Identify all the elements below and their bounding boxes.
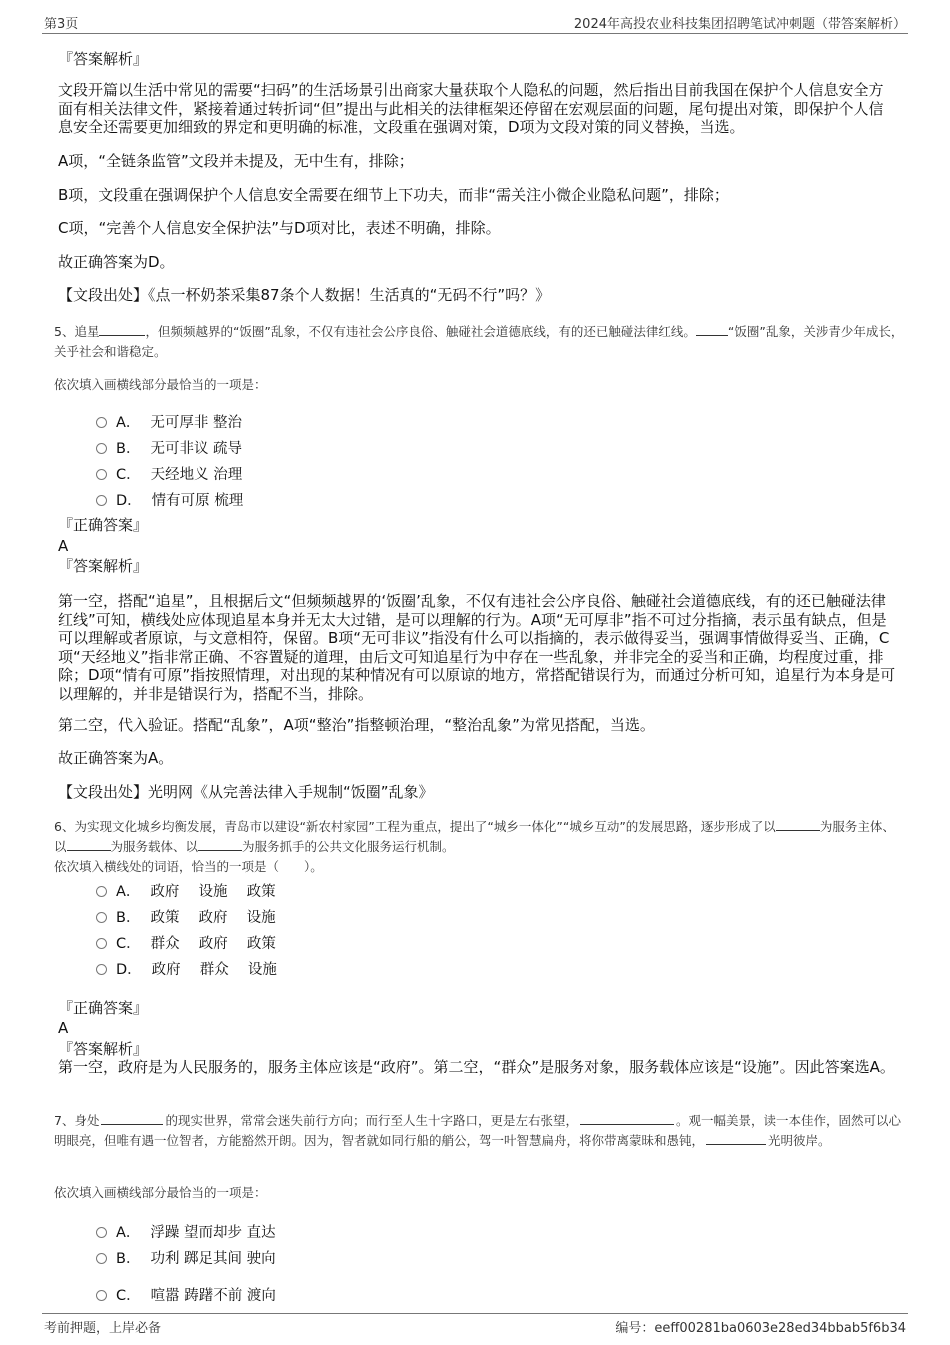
q6-stem	[54, 817, 904, 857]
q4-analysis-p2: A项，“全链条监管”文段并未提及，无中生有，排除；	[58, 152, 414, 170]
radio-icon[interactable]	[96, 417, 107, 428]
q5-analysis-label: 『答案解析』	[58, 557, 149, 575]
q5-option-d[interactable]: D． 情有可原 梳理	[96, 489, 243, 510]
q5-analysis-p1: 第一空，搭配“追星”，且根据后文“但频频越界的‘饭圈’乱象，不仅有违社会公序良俗、触碰社会道德底线，有的还已触碰法律红线”可知，横线处应体现追星本身并无太大过错，是可以理解的行为。A项“无可厚非”指不可过分指摘，表示虽有缺点，但是可以理解或者原谅，与文意相符，保留。B项“无可非议”指没有什么可以指摘的，表示做得妥当，强调事情做得妥当、正确，C项“天经地义”指非常正确、不容置疑的道理，由后文可知追星行为中存在一些乱象，并非完全的妥当和正确，均程度过重，排除；D项“情有可原”指按照情理，对出现的某种情况有可以原谅的地方，常搭配错误行为，而通过分析可知，追星行为本身是可以理解的，并非是错误行为，搭配不当，排除。	[58, 592, 896, 703]
q4-answer-line: 故正确答案为D。	[58, 253, 175, 271]
radio-icon[interactable]	[96, 938, 107, 949]
footer-serial: 编号：eeff00281ba0603e28ed34bbab5f6b34	[615, 1321, 906, 1336]
radio-icon[interactable]	[96, 912, 107, 923]
q4-source: 【文段出处】《点一杯奶茶采集87条个人数据！生活真的“无码不行”吗？》	[58, 286, 551, 304]
footer-slogan: 考前押题，上岸必备	[44, 1321, 162, 1336]
q7-blank-2	[580, 1112, 674, 1125]
q5-correct-answer: A	[58, 537, 69, 555]
page-number: 第3页	[44, 17, 79, 32]
q5-prompt: 依次填入画横线部分最恰当的一项是：	[54, 377, 267, 392]
q6-blank-2	[67, 838, 111, 851]
q5-blank-1	[99, 323, 145, 336]
radio-icon[interactable]	[96, 886, 107, 897]
q6-blank-3	[198, 838, 242, 851]
q6-option-d[interactable]: D． 政府 群众 设施	[96, 958, 277, 979]
q7-stem-b: 的现实世界，常常会迷失前行方向；而行至人生十字路口，更是左右张望，	[165, 1113, 578, 1128]
q5-source: 【文段出处】光明网《从完善法律入手规制“饭圈”乱象》	[58, 783, 434, 801]
q5-stem-c: “饭圈”乱象，关涉青少年成长，关乎社会和谐稳定。	[54, 324, 904, 359]
radio-icon[interactable]	[96, 495, 107, 506]
q6-analysis-label: 『答案解析』	[58, 1040, 149, 1058]
q7-option-c[interactable]: C． 喧嚣 踌躇不前 渡向	[96, 1284, 276, 1305]
q4-analysis-p3: B项，文段重在强调保护个人信息安全需要在细节上下功夫，而非“需关注小微企业隐私问题”，排除；	[58, 186, 729, 204]
q5-stem-a: 5、追星	[54, 324, 100, 339]
q7-stem-a: 7、身处	[54, 1113, 100, 1128]
q7-prompt: 依次填入画横线部分最恰当的一项是：	[54, 1185, 267, 1200]
q5-option-c[interactable]: C． 天经地义 治理	[96, 463, 242, 484]
q6-stem-c: 为服务载体、以	[110, 839, 199, 854]
q6-stem-b: 为服务主体、以	[54, 819, 895, 854]
q5-correct-label: 『正确答案』	[58, 516, 149, 534]
document-title: 2024年高投农业科技集团招聘笔试冲刺题（带答案解析）	[573, 17, 906, 32]
radio-icon[interactable]	[96, 469, 107, 480]
q6-correct-label: 『正确答案』	[58, 999, 149, 1017]
q7-blank-1	[101, 1112, 163, 1125]
radio-icon[interactable]	[96, 1290, 107, 1301]
q5-option-a[interactable]: A． 无可厚非 整治	[96, 411, 242, 432]
radio-icon[interactable]	[96, 1227, 107, 1238]
footer-divider	[42, 1313, 908, 1314]
q5-blank-2	[696, 323, 728, 336]
radio-icon[interactable]	[96, 443, 107, 454]
q5-option-b[interactable]: B． 无可非议 疏导	[96, 437, 242, 458]
q6-analysis-p1: 第一空，政府是为人民服务的，服务主体应该是“政府”。第二空，“群众”是服务对象，服务载体应该是“设施”。因此答案选A。	[58, 1058, 895, 1076]
q6-option-a[interactable]: A． 政府 设施 政策	[96, 880, 276, 901]
q5-analysis-p2: 第二空，代入验证。搭配“乱象”，A项“整治”指整顿治理，“整治乱象”为常见搭配，当选。	[58, 716, 655, 734]
q6-option-c[interactable]: C． 群众 政府 政策	[96, 932, 276, 953]
q4-analysis-p1: 文段开篇以生活中常见的需要“扫码”的生活场景引出商家大量获取个人隐私的问题，然后指出目前我国在保护个人信息安全方面有相关法律文件，紧接着通过转折词“但”提出与此相关的法律框架还停留在宏观层面的问题，尾句提出对策，即保护个人信息安全还需要更加细致的界定和更明确的标准，文段重在强调对策，D项为文段对策的同义替换，当选。	[58, 81, 884, 136]
header-divider	[42, 33, 908, 34]
q7-option-a[interactable]: A． 浮躁 望而却步 直达	[96, 1221, 276, 1242]
q6-stem-d: 为服务抓手的公共文化服务运行机制。	[242, 839, 455, 854]
q7-stem-d: 光明彼岸。	[768, 1133, 831, 1148]
q4-analysis-p4: C项，“完善个人信息安全保护法”与D项对比，表述不明确，排除。	[58, 219, 501, 237]
q6-prompt: 依次填入横线处的词语，恰当的一项是（ ）。	[54, 859, 323, 874]
q6-stem-a: 6、为实现文化城乡均衡发展，青岛市以建设“新农村家园”工程为重点，提出了“城乡一体化”“城乡互动”的发展思路，逐步形成了以	[54, 819, 776, 834]
q6-correct-answer: A	[58, 1019, 69, 1037]
q7-option-b[interactable]: B． 功利 踯足其间 驶向	[96, 1247, 276, 1268]
q4-analysis-label: 『答案解析』	[58, 50, 149, 68]
q5-stem	[54, 322, 904, 362]
q6-blank-1	[776, 818, 820, 831]
q7-blank-3	[706, 1132, 766, 1145]
q7-stem-c: 。观一幅美景，读一本佳作，固然可以心明眼亮，但唯有遇一位智者，方能豁然开朗。因为，智者就如同行船的艄公，驾一叶智慧扁舟，将你带离蒙昧和愚钝，	[54, 1113, 901, 1148]
radio-icon[interactable]	[96, 964, 107, 975]
q7-stem	[54, 1111, 904, 1151]
q5-stem-b: ，但频频越界的“饭圈”乱象，不仅有违社会公序良俗、触碰社会道德底线，有的还已触碰法律红线。	[145, 324, 696, 339]
q5-answer-line: 故正确答案为A。	[58, 749, 174, 767]
q6-option-b[interactable]: B． 政策 政府 设施	[96, 906, 276, 927]
radio-icon[interactable]	[96, 1253, 107, 1264]
